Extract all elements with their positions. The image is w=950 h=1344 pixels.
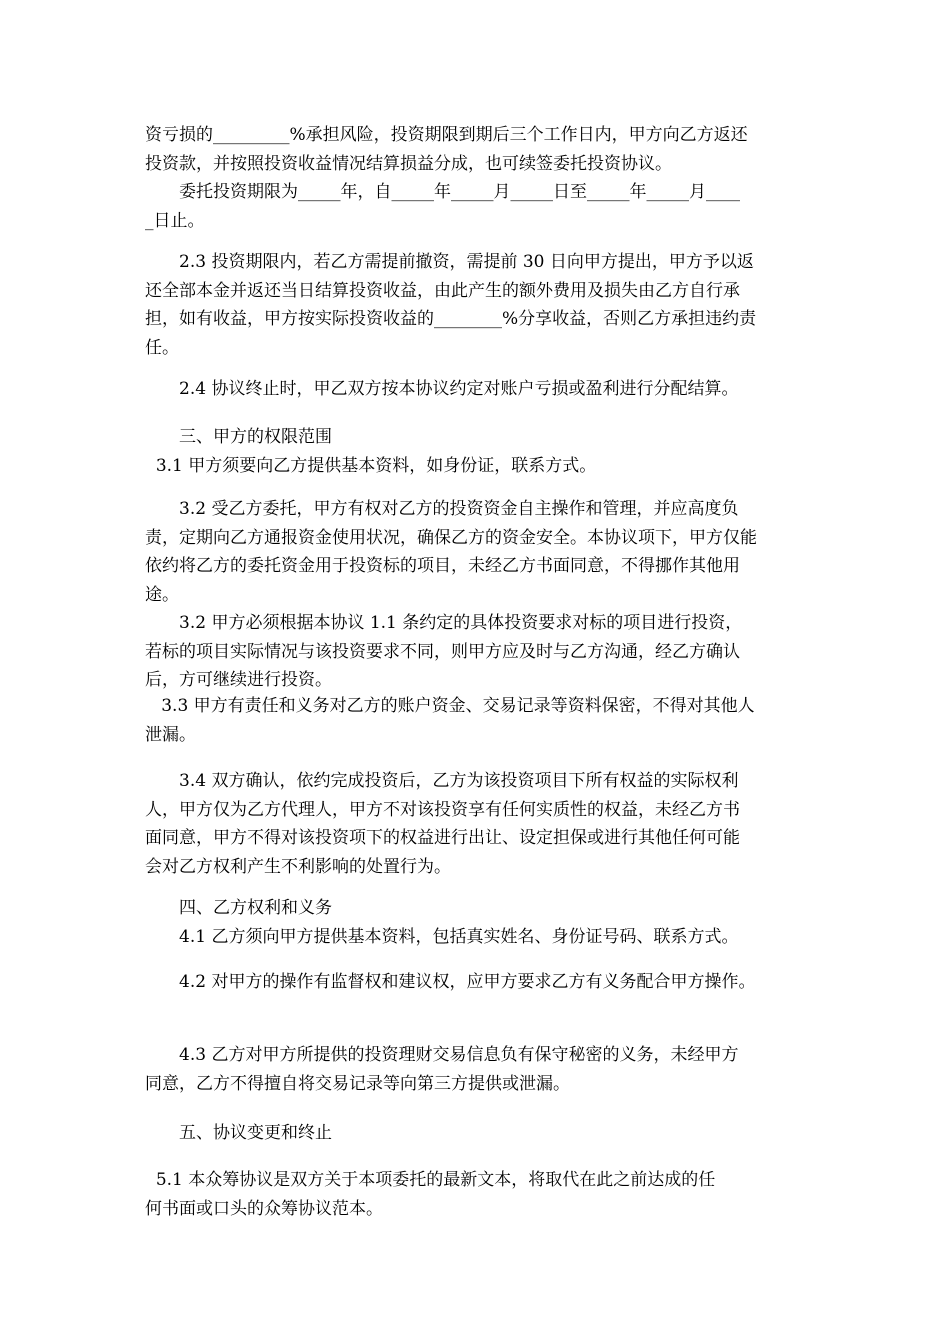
text-line: 途。 xyxy=(145,584,179,605)
paragraph-3-3 xyxy=(145,692,815,749)
text-line: 3.2 受乙方委托，甲方有权对乙方的投资资金自主操作和管理，并应高度负 xyxy=(145,499,739,519)
section-title: 三、甲方的权限范围 xyxy=(145,427,332,447)
text-line: 资亏损的_________%承担风险，投资期限到期后三个工作日内，甲方向乙方返还 xyxy=(145,125,748,145)
text-line: 4.1 乙方须向甲方提供基本资料，包括真实姓名、身份证号码、联系方式。 xyxy=(145,926,739,947)
text-line: 泄漏。 xyxy=(145,724,196,745)
text-line: 投资款，并按照投资收益情况结算损益分成，也可续签委托投资协议。 xyxy=(145,153,672,174)
paragraph-investment-risk xyxy=(145,121,815,178)
paragraph-4-2 xyxy=(145,968,815,997)
text-line: 面同意，甲方不得对该投资项下的权益进行出让、设定担保或进行其他任何可能 xyxy=(145,828,740,848)
text-line: 2.4 协议终止时，甲乙双方按本协议约定对账户亏损或盈利进行分配结算。 xyxy=(145,379,739,399)
text-line: 会对乙方权利产生不利影响的处置行为。 xyxy=(145,856,451,877)
text-line: 依约将乙方的委托资金用于投资标的项目，未经乙方书面同意，不得挪作其他用 xyxy=(145,556,740,576)
paragraph-investment-term xyxy=(145,178,815,235)
section-heading-4 xyxy=(145,894,815,951)
paragraph-2-4 xyxy=(145,375,815,404)
text-line: 若标的项目实际情况与该投资要求不同，则甲方应及时与乙方沟通，经乙方确认 xyxy=(145,641,740,662)
text-line: 4.3 乙方对甲方所提供的投资理财交易信息负有保守秘密的义务，未经甲方 xyxy=(145,1045,739,1065)
text-line: 责，定期向乙方通报资金使用状况，确保乙方的资金安全。本协议项下，甲方仅能 xyxy=(145,527,757,548)
paragraph-5-1 xyxy=(145,1166,815,1223)
text-line: 4.2 对甲方的操作有监督权和建议权，应甲方要求乙方有义务配合甲方操作。 xyxy=(145,972,756,992)
text-line: 任。 xyxy=(145,337,179,358)
paragraph-2-3 xyxy=(145,248,815,362)
text-line: 3.3 甲方有责任和义务对乙方的账户资金、交易记录等资料保密，不得对其他人 xyxy=(145,696,755,716)
text-line: 人，甲方仅为乙方代理人，甲方不对该投资享有任何实质性的权益，未经乙方书 xyxy=(145,799,740,820)
text-line: 3.2 甲方必须根据本协议 1.1 条约定的具体投资要求对标的项目进行投资， xyxy=(145,613,743,633)
text-line: _日止。 xyxy=(145,210,205,231)
paragraph-3-2 xyxy=(145,495,815,695)
text-line: 2.3 投资期限内，若乙方需提前撤资，需提前 30 日向甲方提出，甲方予以返 xyxy=(145,252,754,272)
section-title: 五、协议变更和终止 xyxy=(145,1123,332,1143)
section-heading-3 xyxy=(145,423,815,480)
text-line: 后，方可继续进行投资。 xyxy=(145,670,332,690)
text-line: 同意，乙方不得擅自将交易记录等向第三方提供或泄漏。 xyxy=(145,1073,570,1094)
text-line: 3.1 甲方须要向乙方提供基本资料，如身份证，联系方式。 xyxy=(145,455,597,476)
text-line: 还全部本金并返还当日结算投资收益，由此产生的额外费用及损失由乙方自行承 xyxy=(145,280,740,301)
text-line: 委托投资期限为_____年，自_____年_____月_____日至_____年_____月____ xyxy=(145,182,740,202)
section-title: 四、乙方权利和义务 xyxy=(145,898,332,918)
paragraph-3-4 xyxy=(145,767,815,881)
section-heading-5 xyxy=(145,1119,815,1148)
text-line: 5.1 本众筹协议是双方关于本项委托的最新文本，将取代在此之前达成的任 xyxy=(145,1170,716,1190)
text-line: 担，如有收益，甲方按实际投资收益的________%分享收益，否则乙方承担违约责 xyxy=(145,309,757,329)
paragraph-4-3 xyxy=(145,1041,815,1098)
text-line: 何书面或口头的众筹协议范本。 xyxy=(145,1198,383,1219)
text-line: 3.4 双方确认，依约完成投资后，乙方为该投资项目下所有权益的实际权利 xyxy=(145,771,739,791)
